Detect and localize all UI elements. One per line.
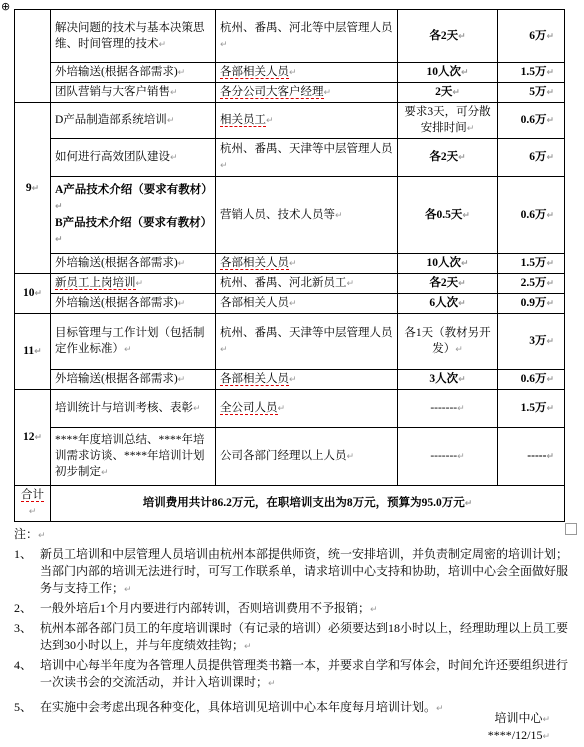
trainees-cell: 杭州、番禺、天津等中层管理人员↵ bbox=[216, 139, 398, 177]
note-item: 4、 培训中心每半年度为各管理人员提供管理类书籍一本，并要求自学和写体会，时间允许还要组织进行一次读书会的交流活动，并计入培训课时；↵ bbox=[14, 658, 569, 689]
course-cell: 新员工上岗培训↵ bbox=[51, 274, 216, 294]
trainees-cell: 杭州、番禺、河北新员工↵ bbox=[216, 274, 398, 294]
cost-cell: 0.6万↵ bbox=[498, 370, 565, 390]
trainees-cell: 各部相关人员↵ bbox=[216, 294, 398, 314]
signature-block: 培训中心↵ ****/12/15↵ bbox=[487, 711, 550, 742]
table-row bbox=[15, 103, 565, 139]
time-cell: 6人次↵ bbox=[398, 294, 498, 314]
course-cell: ****年度培训总结、****年培训需求访谈、****年培训计划初步制定↵ bbox=[51, 428, 216, 486]
note-item: 3、 杭州本部各部门员工的年度培训课时（有记录的培训）必须要达到18小时以上，经理助理以上员工要达到30小时以上，并与年度绩效挂钩；↵ bbox=[14, 621, 569, 652]
cost-cell: 6万↵ bbox=[498, 139, 565, 177]
time-cell: 2天↵ bbox=[398, 83, 498, 103]
cost-cell: 0.9万↵ bbox=[498, 294, 565, 314]
table-row bbox=[15, 428, 565, 486]
cost-cell: 6万↵ bbox=[498, 10, 565, 63]
cost-cell: 1.5万↵ bbox=[498, 254, 565, 274]
trainees-cell: 各部相关人员↵ bbox=[216, 370, 398, 390]
row-number: 10↵ bbox=[15, 274, 51, 314]
training-plan-table bbox=[14, 9, 565, 522]
row-number bbox=[15, 10, 51, 103]
row-number: 11↵ bbox=[15, 314, 51, 390]
time-cell: 10人次↵ bbox=[398, 254, 498, 274]
table-row bbox=[15, 139, 565, 177]
table-row bbox=[15, 10, 565, 63]
course-cell: A产品技术介绍（要求有教材）↵ B产品技术介绍（要求有教材）↵ bbox=[51, 177, 216, 254]
course-cell: 培训统计与培训考核、表彰↵ bbox=[51, 390, 216, 428]
row-number: 9↵ bbox=[15, 103, 51, 274]
cost-cell: 1.5万↵ bbox=[498, 390, 565, 428]
table-row bbox=[15, 63, 565, 83]
time-cell: 各2天↵ bbox=[398, 10, 498, 63]
cost-cell: 0.6万↵ bbox=[498, 177, 565, 254]
course-cell: D产品制造部系统培训↵ bbox=[51, 103, 216, 139]
table-row bbox=[15, 83, 565, 103]
trainees-cell: 公司各部门经理以上人员↵ bbox=[216, 428, 398, 486]
note-item: 1、 新员工培训和中层管理人员培训由杭州本部提供师资，统一安排培训，并负责制定周密的培训计划；当部门内部的培训无法进行时，可写工作联系单，请求培训中心支持和协助，培训中心会全面做好服务与支持工作；↵ bbox=[14, 547, 569, 595]
time-cell: 各2天↵ bbox=[398, 139, 498, 177]
note-item: 2、 一般外培后1个月内要进行内部转训，否则培训费用不予报销；↵ bbox=[14, 601, 378, 615]
time-cell: 各1天（教材另开发）↵ bbox=[398, 314, 498, 370]
table-row bbox=[15, 370, 565, 390]
cost-cell: 2.5万↵ bbox=[498, 274, 565, 294]
row-number: 12↵ bbox=[15, 390, 51, 486]
table-row bbox=[15, 390, 565, 428]
signature-org: 培训中心 bbox=[494, 711, 543, 725]
notes-heading: 注：↵ bbox=[14, 527, 46, 541]
table-row bbox=[15, 254, 565, 274]
time-cell: 3人次↵ bbox=[398, 370, 498, 390]
cost-cell: -----↵ bbox=[498, 428, 565, 486]
course-cell: 目标管理与工作计划（包括制定作业标准）↵ bbox=[51, 314, 216, 370]
cost-cell: 3万↵ bbox=[498, 314, 565, 370]
table-row bbox=[15, 177, 565, 254]
trainees-cell: 杭州、番禺、河北等中层管理人员↵ bbox=[216, 10, 398, 63]
time-cell: 各0.5天↵ bbox=[398, 177, 498, 254]
trainees-cell: 杭州、番禺、天津等中层管理人员↵ bbox=[216, 314, 398, 370]
time-cell: 要求3天，可分散安排时间↵ bbox=[398, 103, 498, 139]
notes-section bbox=[14, 526, 570, 718]
trainees-cell: 各部相关人员↵ bbox=[216, 63, 398, 83]
cost-cell: 5万↵ bbox=[498, 83, 565, 103]
course-cell: 外培输送(根据各部需求)↵ bbox=[51, 63, 216, 83]
course-cell: 团队营销与大客户销售↵ bbox=[51, 83, 216, 103]
total-row bbox=[15, 486, 565, 522]
total-summary: 培训费用共计86.2万元，在职培训支出为8万元，预算为95.0万元↵ bbox=[51, 486, 565, 522]
total-label: 合计↵ bbox=[15, 486, 51, 522]
note-item: 5、 在实施中会考虑出现各种变化，具体培训见培训中心本年度每月培训计划。↵ bbox=[14, 700, 444, 714]
table-move-handle-icon[interactable]: ⊕ bbox=[1, 0, 11, 13]
trainees-cell: 全公司人员↵ bbox=[216, 390, 398, 428]
time-cell: -------↵ bbox=[398, 428, 498, 486]
course-cell: 外培输送(根据各部需求)↵ bbox=[51, 254, 216, 274]
time-cell: 10人次↵ bbox=[398, 63, 498, 83]
time-cell: -------↵ bbox=[398, 390, 498, 428]
course-cell: 如何进行高效团队建设↵ bbox=[51, 139, 216, 177]
time-cell: 各2天↵ bbox=[398, 274, 498, 294]
cost-cell: 1.5万↵ bbox=[498, 63, 565, 83]
cost-cell: 0.6万↵ bbox=[498, 103, 565, 139]
course-cell: 解决问题的技术与基本决策思维、时间管理的技术↵ bbox=[51, 10, 216, 63]
trainees-cell: 各部相关人员↵ bbox=[216, 254, 398, 274]
trainees-cell: 各分公司大客户经理↵ bbox=[216, 83, 398, 103]
course-cell: 外培输送(根据各部需求)↵ bbox=[51, 294, 216, 314]
table-row bbox=[15, 294, 565, 314]
signature-date: ****/12/15 bbox=[487, 728, 543, 742]
course-cell: 外培输送(根据各部需求)↵ bbox=[51, 370, 216, 390]
trainees-cell: 营销人员、技术人员等↵ bbox=[216, 177, 398, 254]
table-row bbox=[15, 314, 565, 370]
trainees-cell: 相关员工↵ bbox=[216, 103, 398, 139]
table-row bbox=[15, 274, 565, 294]
